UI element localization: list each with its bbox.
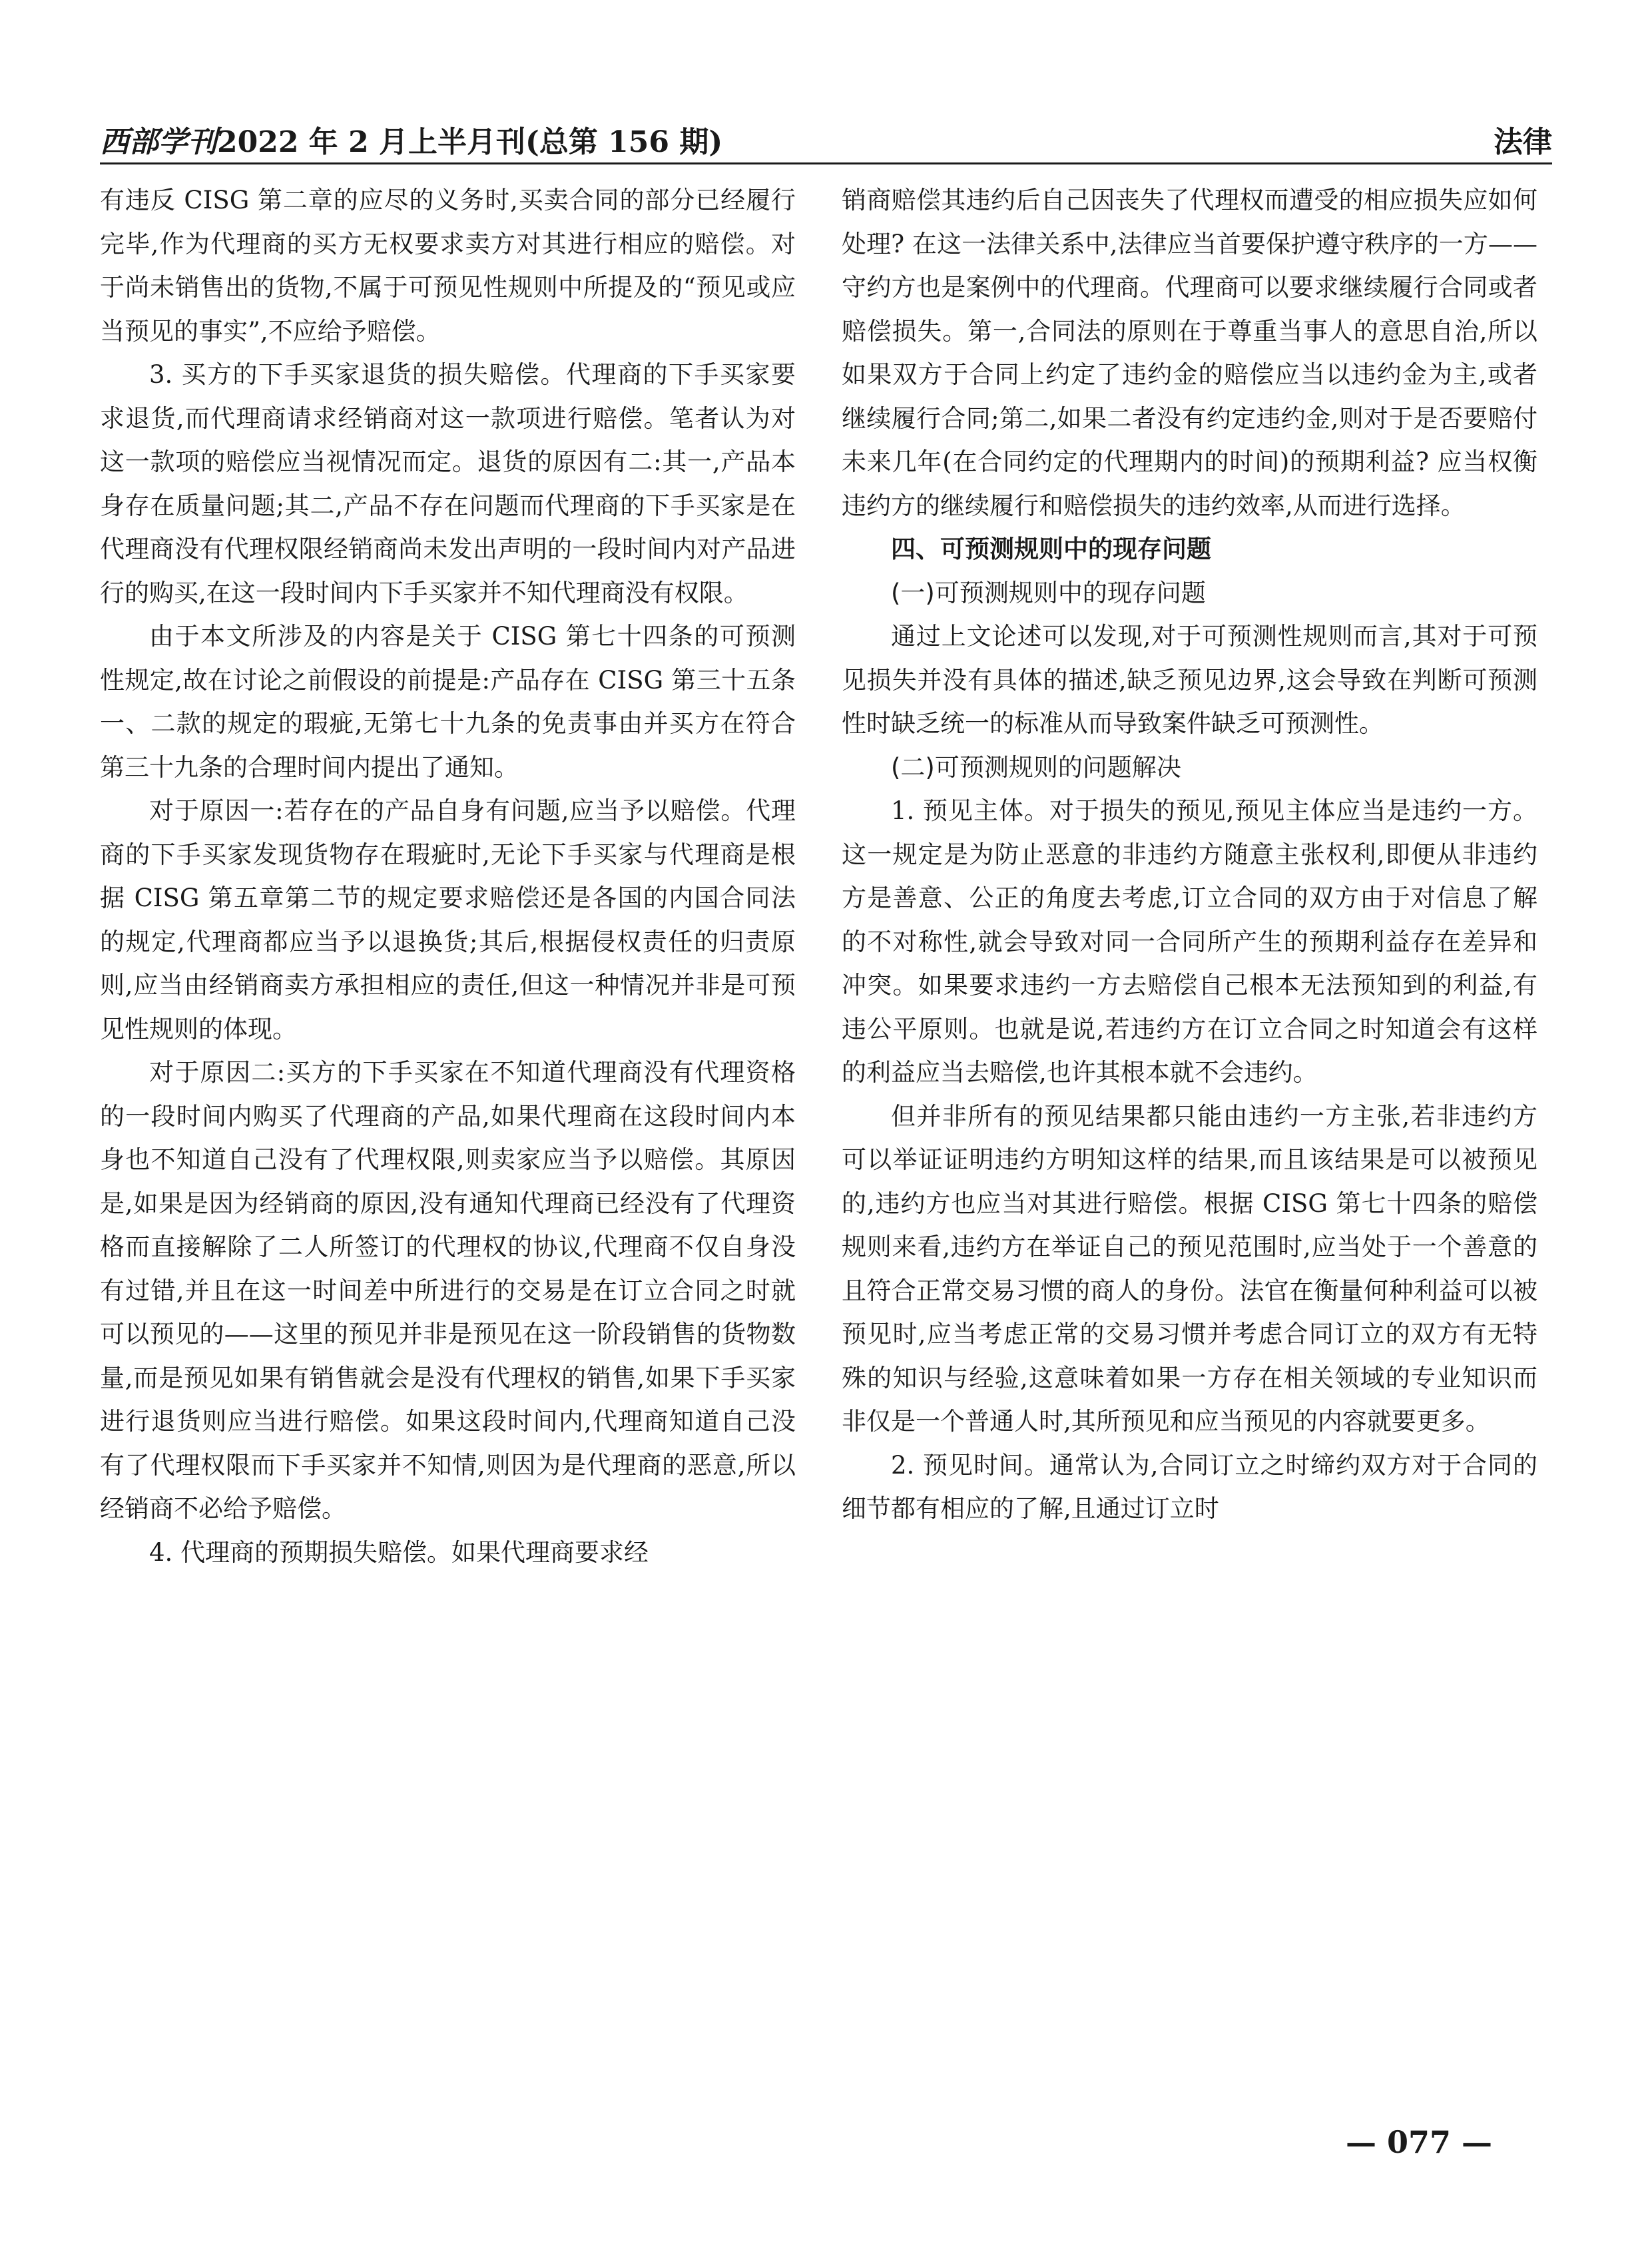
- paragraph: 1. 预见主体。对于损失的预见,预见主体应当是违约一方。这一规定是为防止恶意的非违约方随意主张权利,即便从非违约方是善意、公正的角度去考虑,订立合同的双方由于对信息了解的不对称性,就会导致对同一合同所产生的预期利益存在差异和冲突。如果要求违约一方去赔偿自己根本无法预知到的利益,有违公平原则。也就是说,若违约方在订立合同之时知道会有这样的利益应当去赔偿,也许其根本就不会违约。: [842, 796, 1537, 1087]
- page-header: [100, 113, 1552, 157]
- paragraph: 4. 代理商的预期损失赔偿。如果代理商要求经: [149, 1538, 649, 1567]
- header-rule: [100, 162, 1552, 164]
- paragraph: 但并非所有的预见结果都只能由违约一方主张,若非违约方可以举证证明违约方明知这样的结果,而且该结果是可以被预见的,违约方也应当对其进行赔偿。根据 CISG 第七十四条的赔偿规则来看,违约方在举证自己的预见范围时,应当处于一个善意的且符合正常交易习惯的商人的身份。法官在衡量何种利益可以被预见时,应当考虑正常的交易习惯并考虑合同订立的双方有无特殊的知识与经验,这意味着如果一方存在相关领域的专业知识而非仅是一个普通人时,其所预见和应当预见的内容就要更多。: [842, 1101, 1537, 1436]
- paragraph: 对于原因二:买方的下手买家在不知道代理商没有代理资格的一段时间内购买了代理商的产品,如果代理商在这段时间内本身也不知道自己没有了代理权限,则卖家应当予以赔偿。其原因是,如果是因为经销商的原因,没有通知代理商已经没有了代理资格而直接解除了二人所签订的代理权的协议,代理商不仅自身没有过错,并且在这一时间差中所进行的交易是在订立合同之时就可以预见的——这里的预见并非是预见在这一阶段销售的货物数量,而是预见如果有销售就会是没有代理权的销售,如果下手买家进行退货则应当进行赔偿。如果这段时间内,代理商知道自己没有了代理权限而下手买家并不知情,则因为是代理商的恶意,所以经销商不必给予赔偿。: [100, 1058, 796, 1523]
- subsection-heading: (一)可预测规则中的现存问题: [891, 578, 1206, 607]
- paragraph: 有违反 CISG 第二章的应尽的义务时,买卖合同的部分已经履行完毕,作为代理商的买方无权要求卖方对其进行相应的赔偿。对于尚未销售出的货物,不属于可预见性规则中所提及的“预见或应当预见的事实”,不应给予赔偿。: [100, 186, 796, 346]
- right-column: [842, 178, 1537, 1531]
- paragraph: 对于原因一:若存在的产品自身有问题,应当予以赔偿。代理商的下手买家发现货物存在瑕疵时,无论下手买家与代理商是根据 CISG 第五章第二节的规定要求赔偿还是各国的内国合同法的规定,代理商都应当予以退换货;其后,根据侵权责任的归责原则,应当由经销商卖方承担相应的责任,但这一种情况并非是可预见性规则的体现。: [100, 796, 796, 1043]
- paragraph: 销商赔偿其违约后自己因丧失了代理权而遭受的相应损失应如何处理? 在这一法律关系中,法律应当首要保护遵守秩序的一方——守约方也是案例中的代理商。代理商可以要求继续履行合同或者赔偿损失。第一,合同法的原则在于尊重当事人的意思自治,所以如果双方于合同上约定了违约金的赔偿应当以违约金为主,或者继续履行合同;第二,如果二者没有约定违约金,则对于是否要赔付未来几年(在合同约定的代理期内的时间)的预期利益? 应当权衡违约方的继续履行和赔偿损失的违约效率,从而进行选择。: [842, 186, 1537, 520]
- paragraph: 由于本文所涉及的内容是关于 CISG 第七十四条的可预测性规定,故在讨论之前假设的前提是:产品存在 CISG 第三十五条一、二款的规定的瑕疵,无第七十九条的免责事由并买方在符合第三十九条的合理时间内提出了通知。: [100, 622, 796, 782]
- section-heading: 四、可预测规则中的现存问题: [891, 535, 1211, 563]
- journal-title: [100, 125, 723, 159]
- paragraph: 2. 预见时间。通常认为,合同订立之时缔约双方对于合同的细节都有相应的了解,且通过订立时: [842, 1450, 1537, 1523]
- journal-logo: 西部学刊: [100, 125, 217, 159]
- subsection-heading: (二)可预测规则的问题解决: [891, 752, 1181, 782]
- left-column: [100, 178, 796, 1574]
- section-label: 法律: [1494, 125, 1552, 159]
- page-number: — 077 —: [1345, 2124, 1492, 2160]
- paragraph: 3. 买方的下手买家退货的损失赔偿。代理商的下手买家要求退货,而代理商请求经销商对这一款项进行赔偿。笔者认为对这一款项的赔偿应当视情况而定。退货的原因有二:其一,产品本身存在质量问题;其二,产品不存在问题而代理商的下手买家是在代理商没有代理权限经销商尚未发出声明的一段时间内对产品进行的购买,在这一段时间内下手买家并不知代理商没有权限。: [100, 360, 796, 607]
- paragraph: 通过上文论述可以发现,对于可预测性规则而言,其对于可预见损失并没有具体的描述,缺乏预见边界,这会导致在判断可预测性时缺乏统一的标准从而导致案件缺乏可预测性。: [842, 622, 1537, 738]
- issue-info: 2022 年 2 月上半月刊(总第 156 期): [217, 125, 723, 159]
